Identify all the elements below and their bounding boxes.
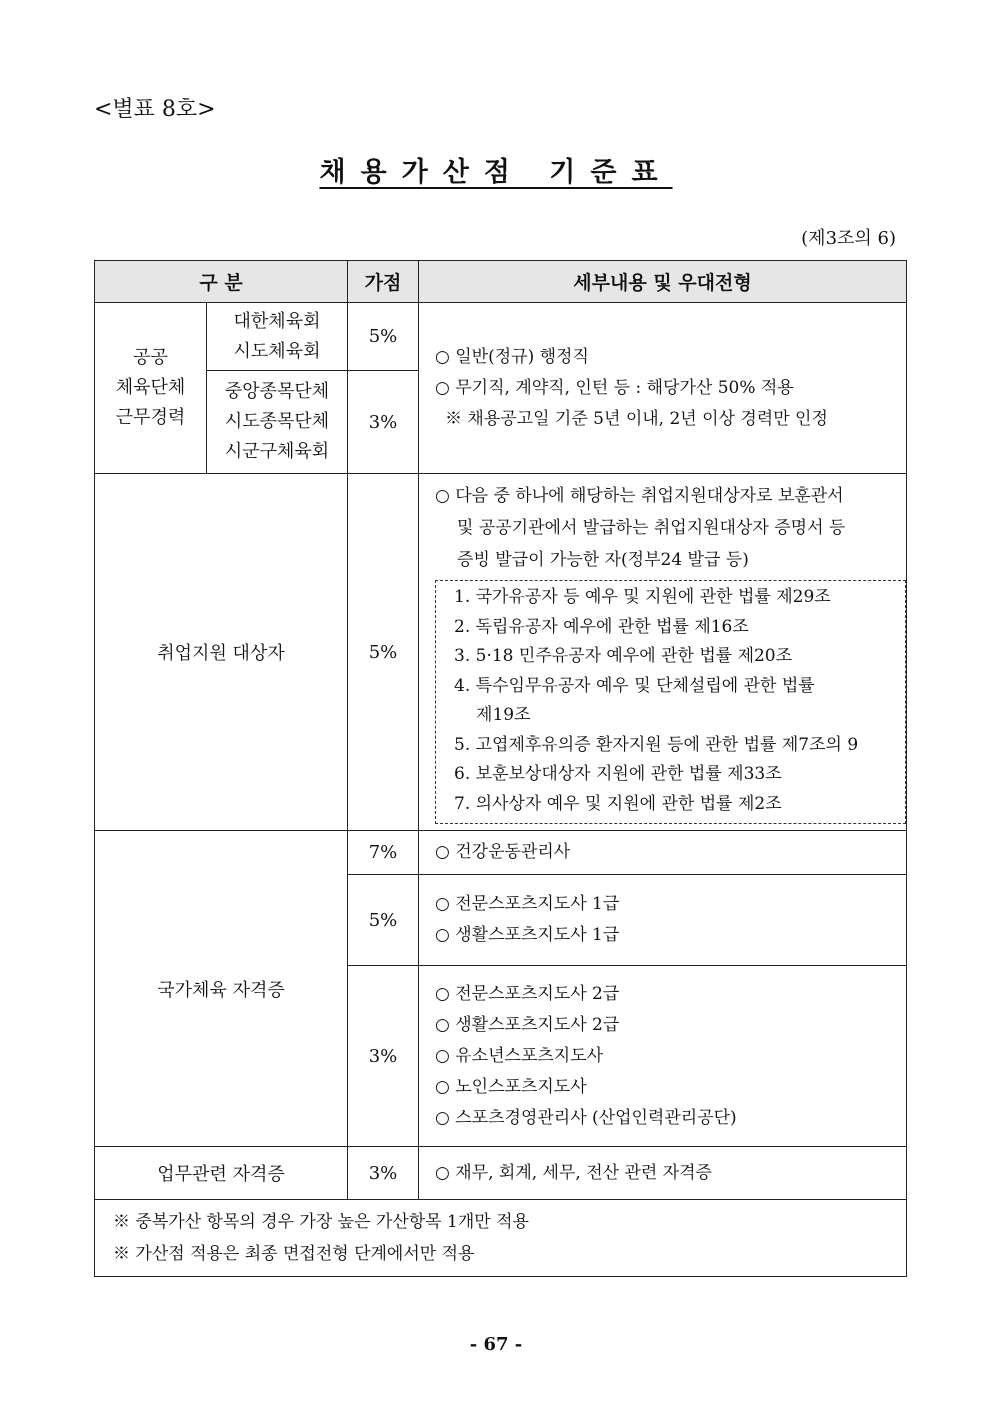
page-title [0,150,992,189]
title-text: 채용가산점 기준표 [319,157,673,188]
law-item: 제19조 [476,705,531,725]
national-sports-category: 국가체육 자격증 [95,831,348,1147]
detail-line: 및 공공기관에서 발급하는 취업지원대상자 증명서 등 [457,518,846,538]
category-line: 체육단체 [115,377,186,398]
table-row [95,474,907,831]
cert-item: ○ 스포츠경영관리사 (산업인력관리공단) [435,1107,737,1128]
cert-item: ○ 전문스포츠지도사 1급 [435,894,620,914]
table-header-row [95,261,907,303]
eligibility-text [419,474,906,576]
points-cell: 5% [348,474,419,831]
points-cell: 5% [348,875,419,966]
bonus-points-table [94,260,907,1277]
cert-item: ○ 유소년스포츠지도사 [435,1045,604,1066]
category-line: 근무경력 [115,407,186,428]
detail-note: ※ 채용공고일 기준 5년 이내, 2년 이상 경력만 인정 [445,408,828,429]
law-item: 7. 의사상자 예우 및 지원에 관한 법률 제2조 [454,793,782,814]
points-cell: 5% [348,303,419,371]
cert-item: ○ 전문스포츠지도사 2급 [435,983,620,1004]
tier-details [419,831,907,875]
detail-line: ○ 다음 중 하나에 해당하는 취업지원대상자로 보훈관서 [435,486,844,506]
law-item: 5. 고엽제후유의증 환자지원 등에 관한 법률 제7조의 9 [454,734,859,755]
detail-line: ○ 일반(정규) 행정직 [435,346,589,367]
tier-details [419,966,907,1147]
note-line: ※ 중복가산 항목의 경우 가장 높은 가산항목 1개만 적용 [113,1212,529,1232]
org-group-1 [207,303,348,371]
header-points: 가점 [348,261,419,303]
article-reference: (제3조의 6) [801,228,896,249]
public-sports-details [419,303,907,474]
work-cert-category: 업무관련 자격증 [95,1147,348,1200]
category-line: 공공 [133,347,168,368]
annex-label: <별표 8호> [94,97,216,122]
org-group-2 [207,371,348,474]
notes-row [95,1200,907,1277]
work-cert-details: ○ 재무, 회계, 세무, 전산 관련 자격증 [419,1147,907,1200]
header-category: 구 분 [95,261,348,303]
tier-details [419,875,907,966]
points-cell: 3% [348,1147,419,1200]
org-name: 시군구체육회 [224,441,330,462]
org-name: 중앙종목단체 [224,381,330,402]
table-row [95,1147,907,1200]
law-item: 2. 독립유공자 예우에 관한 법률 제16조 [454,616,749,637]
org-name: 대한체육회 [233,310,321,332]
law-item: 3. 5·18 민주유공자 예우에 관한 법률 제20조 [454,646,793,666]
points-cell: 3% [348,966,419,1147]
public-sports-category [95,303,207,474]
law-item: 1. 국가유공자 등 예우 및 지원에 관한 법률 제29조 [454,587,831,607]
points-cell: 7% [348,831,419,875]
detail-line: 증빙 발급이 가능한 자(정부24 발급 등) [457,550,749,570]
table-row [95,831,907,875]
law-item: 6. 보훈보상대상자 지원에 관한 법률 제33조 [454,764,782,784]
note-line: ※ 가산점 적용은 최종 면접전형 단계에서만 적용 [113,1244,475,1264]
cert-item: ○ 생활스포츠지도사 2급 [435,1014,620,1035]
table-row [95,303,907,371]
employment-support-category: 취업지원 대상자 [95,474,348,831]
cert-item: ○ 노인스포츠지도사 [435,1076,587,1097]
points-cell: 3% [348,371,419,474]
page-number: - 67 - [469,1334,523,1355]
detail-line: ○ 무기직, 계약직, 인턴 등 : 해당가산 50% 적용 [435,377,794,398]
cert-item: ○ 건강운동관리사 [435,842,571,862]
law-item: 4. 특수임무유공자 예우 및 단체설립에 관한 법률 [454,675,815,696]
cert-item: ○ 생활스포츠지도사 1급 [435,925,620,945]
header-details: 세부내용 및 우대전형 [419,261,907,303]
law-list-box [435,580,906,824]
org-name: 시도체육회 [233,340,321,362]
employment-support-details [419,474,907,831]
notes-cell [95,1200,907,1277]
org-name: 시도종목단체 [224,411,330,432]
